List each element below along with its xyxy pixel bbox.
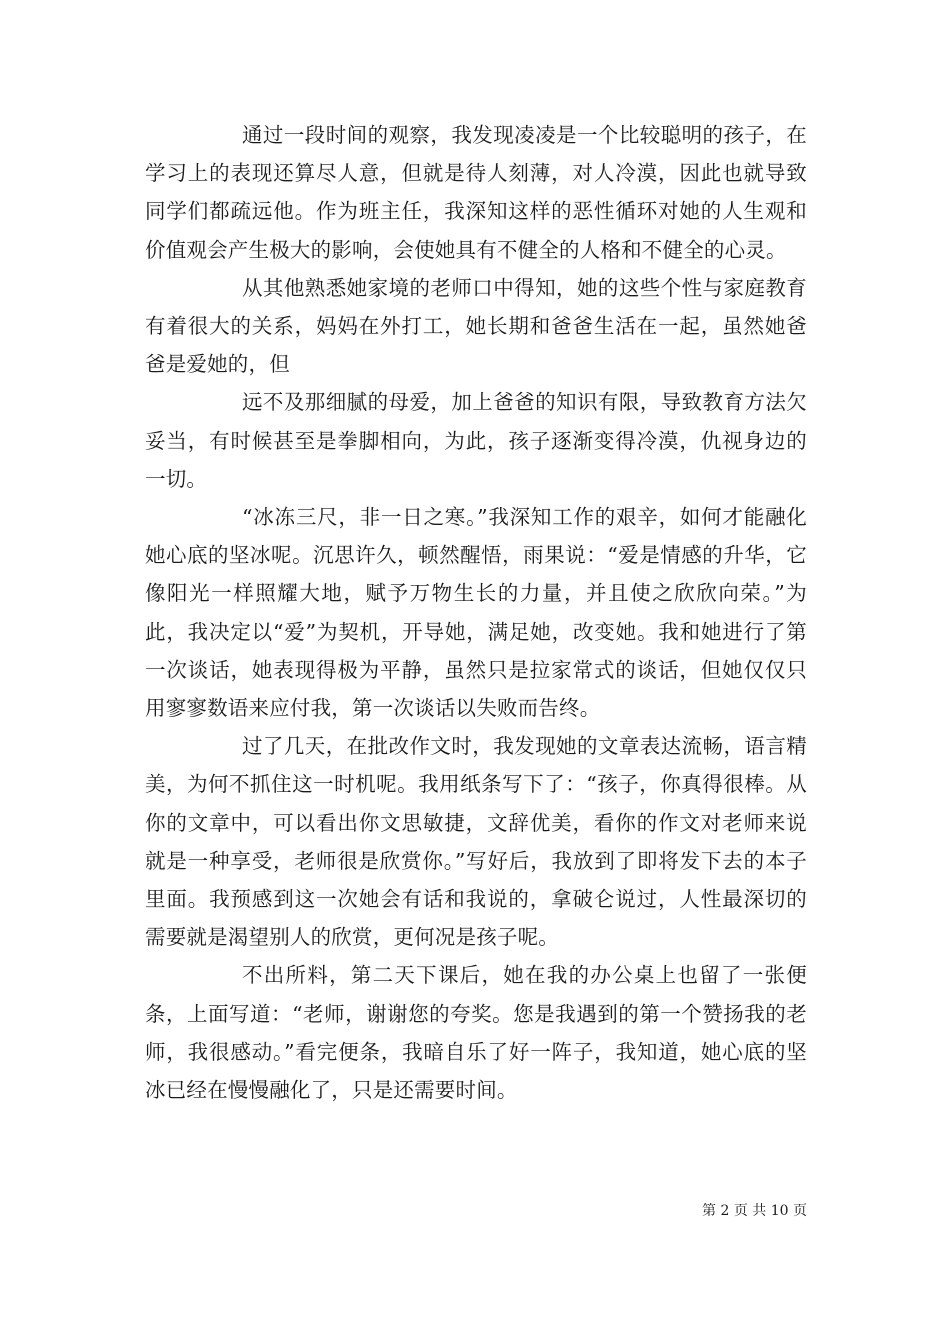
paragraph-father-education: 远不及那细腻的母爱，加上爸爸的知识有限，导致教育方法欠妥当，有时候甚至是拳脚相向，为此，孩子逐渐变得冷漠，仇视身边的一切。 <box>145 390 807 491</box>
paragraph-essay-note: 过了几天，在批改作文时，我发现她的文章表达流畅，语言精美，为何不抓住这一时机呢。我用纸条写下了：“孩子，你真得很棒。从你的文章中，可以看出你文思敏捷，文辞优美，看你的作文对老师来说就是一种享受，老师很是欣赏你。”写好后，我放到了即将发下去的本子里面。我预感到这一次她会有话和我说的，拿破仑说过，人性最深切的需要就是渴望别人的欣赏，更何况是孩子呢。 <box>145 734 807 950</box>
page-number-footer: 第 2 页 共 10 页 <box>702 1203 807 1219</box>
document-body <box>145 116 807 1109</box>
paragraph-family-background: 从其他熟悉她家境的老师口中得知，她的这些个性与家庭教育有着很大的关系，妈妈在外打工，她长期和爸爸生活在一起，虽然她爸爸是爱她的，但 <box>145 275 807 377</box>
paragraph-observation: 通过一段时间的观察，我发现凌凌是一个比较聪明的孩子，在学习上的表现还算尽人意，但就是待人刻薄，对人冷漠，因此也就导致同学们都疏远他。作为班主任，我深知这样的恶性循环对她的人生观和价值观会产生极大的影响，会使她具有不健全的人格和不健全的心灵。 <box>145 123 807 262</box>
paragraph-first-talk: “冰冻三尺，非一日之寒。”我深知工作的艰辛，如何才能融化她心底的坚冰呢。沉思许久，顿然醒悟，雨果说：“爱是情感的升华，它像阳光一样照耀大地，赋予万物生长的力量，并且使之欣欣向荣。”为此，我决定以“爱”为契机，开导她，满足她，改变她。我和她进行了第一次谈话，她表现得极为平静，虽然只是拉家常式的谈话，但她仅仅只用寥寥数语来应付我，第一次谈话以失败而告终。 <box>145 505 807 721</box>
paragraph-reply-note: 不出所料，第二天下课后，她在我的办公桌上也留了一张便条，上面写道：“老师，谢谢您的夸奖。您是我遇到的第一个赞扬我的老师，我很感动。”看完便条，我暗自乐了好一阵子，我知道，她心底的坚冰已经在慢慢融化了，只是还需要时间。 <box>145 963 807 1103</box>
